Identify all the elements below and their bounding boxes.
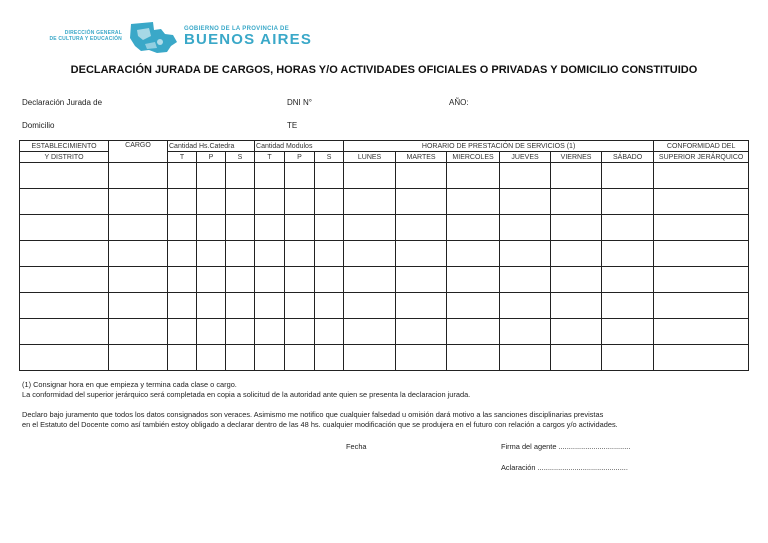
declaration-line-1: Declaro bajo juramento que todos los datos consignados son veraces. Asimismo me notifico que cualquier falsedad u omisión dará motivo a las sanciones disciplinarias previstas (22, 410, 604, 419)
table-cell[interactable] (551, 267, 602, 293)
header-establecimiento: ESTABLECIMIENTO (20, 141, 109, 152)
table-cell[interactable] (447, 345, 500, 371)
table-row (20, 345, 749, 371)
table-cell[interactable] (226, 241, 255, 267)
sub-s: S (226, 152, 255, 163)
table-cell[interactable] (255, 215, 285, 241)
table-cell[interactable] (226, 189, 255, 215)
table-cell[interactable] (197, 189, 226, 215)
table-cell[interactable] (602, 293, 654, 319)
table-cell[interactable] (315, 345, 344, 371)
table-cell[interactable] (344, 189, 396, 215)
table-cell[interactable] (255, 189, 285, 215)
sub-p: P (197, 152, 226, 163)
table-cell[interactable] (344, 293, 396, 319)
header-cargo: CARGO (109, 141, 168, 163)
table-cell[interactable] (551, 293, 602, 319)
table-cell[interactable] (20, 319, 109, 345)
table-cell[interactable] (602, 189, 654, 215)
table-cell[interactable] (197, 345, 226, 371)
logo-gobierno (184, 26, 312, 47)
table-cell[interactable] (315, 319, 344, 345)
table-cell[interactable] (447, 215, 500, 241)
table-cell[interactable] (285, 267, 315, 293)
table-cell[interactable] (255, 293, 285, 319)
table-row (20, 241, 749, 267)
table-cell[interactable] (255, 345, 285, 371)
logo-direccion-general (22, 30, 122, 42)
table-cell[interactable] (109, 189, 168, 215)
table-cell[interactable] (315, 215, 344, 241)
table-cell[interactable] (654, 267, 749, 293)
declaration-table (19, 140, 749, 371)
table-cell[interactable] (197, 319, 226, 345)
firma-label: Firma del agente ................................... (501, 442, 631, 451)
table-cell[interactable] (447, 267, 500, 293)
table-cell[interactable] (315, 241, 344, 267)
table-cell[interactable] (500, 267, 551, 293)
header-cant-mod: Cantidad Modulos (255, 141, 344, 152)
fecha-label: Fecha (346, 442, 367, 451)
sub-t: T (255, 152, 285, 163)
table-cell[interactable] (20, 345, 109, 371)
table-cell[interactable] (396, 293, 447, 319)
table-cell[interactable] (285, 345, 315, 371)
table-cell[interactable] (396, 345, 447, 371)
table-cell[interactable] (654, 293, 749, 319)
table-cell[interactable] (396, 163, 447, 189)
table-cell[interactable] (344, 267, 396, 293)
table-cell[interactable] (20, 241, 109, 267)
table-cell[interactable] (654, 215, 749, 241)
table-cell[interactable] (447, 163, 500, 189)
table-cell[interactable] (500, 241, 551, 267)
dni-label: DNI N° (287, 98, 312, 107)
sub-t: T (168, 152, 197, 163)
table-cell[interactable] (500, 293, 551, 319)
table-cell[interactable] (344, 345, 396, 371)
table-cell[interactable] (226, 345, 255, 371)
declaracion-label: Declaración Jurada de (22, 98, 103, 107)
table-cell[interactable] (500, 345, 551, 371)
header-superior: SUPERIOR JERÁRQUICO (654, 152, 749, 163)
table-cell[interactable] (285, 293, 315, 319)
table-cell[interactable] (255, 267, 285, 293)
table-cell[interactable] (20, 189, 109, 215)
table-cell[interactable] (315, 267, 344, 293)
logo-left-line2: DE CULTURA Y EDUCACIÓN (49, 36, 122, 42)
aclaracion-label: Aclaración ............................................ (501, 463, 628, 472)
header-distrito: Y DISTRITO (20, 152, 109, 163)
sub-p: P (285, 152, 315, 163)
header-conformidad: CONFORMIDAD DEL (654, 141, 749, 152)
table-cell[interactable] (500, 319, 551, 345)
table-cell[interactable] (654, 345, 749, 371)
table-cell[interactable] (168, 241, 197, 267)
footnote-2: La conformidad del superior jerárquico será completada en copia a solicitud de la autoridad ante quien se presenta la declaracion jurada. (22, 389, 471, 399)
table-cell[interactable] (285, 189, 315, 215)
table-cell[interactable] (226, 267, 255, 293)
table-cell[interactable] (602, 319, 654, 345)
table-cell[interactable] (447, 293, 500, 319)
table-cell[interactable] (197, 241, 226, 267)
table-cell[interactable] (500, 189, 551, 215)
table-cell[interactable] (344, 319, 396, 345)
table-cell[interactable] (447, 241, 500, 267)
table-cell[interactable] (226, 215, 255, 241)
table-cell[interactable] (255, 163, 285, 189)
table-cell[interactable] (20, 163, 109, 189)
table-cell[interactable] (654, 319, 749, 345)
table-row (20, 267, 749, 293)
table-cell[interactable] (654, 163, 749, 189)
table-cell[interactable] (168, 345, 197, 371)
table-cell[interactable] (447, 189, 500, 215)
table-cell[interactable] (500, 215, 551, 241)
table-cell[interactable] (602, 163, 654, 189)
table-cell[interactable] (20, 267, 109, 293)
table-cell[interactable] (168, 215, 197, 241)
table-cell[interactable] (551, 345, 602, 371)
table-cell[interactable] (226, 163, 255, 189)
declaration-line-2: en el Estatuto del Docente como así también estoy obligado a declarar dentro de las 48 hs. cualquier modificación que se produjera en el futuro con relación a cargos y/o actividades. (22, 419, 618, 429)
table-cell[interactable] (285, 215, 315, 241)
table-cell[interactable] (551, 241, 602, 267)
table-cell[interactable] (396, 267, 447, 293)
table-cell[interactable] (396, 319, 447, 345)
table-cell[interactable] (602, 241, 654, 267)
day-sabado: SÁBADO (602, 152, 654, 163)
table-cell[interactable] (168, 267, 197, 293)
table-cell[interactable] (109, 215, 168, 241)
te-label: TE (287, 121, 298, 130)
day-martes: MARTES (396, 152, 447, 163)
table-cell[interactable] (109, 163, 168, 189)
table-cell[interactable] (396, 241, 447, 267)
table-cell[interactable] (20, 215, 109, 241)
table-cell[interactable] (109, 241, 168, 267)
table-row (20, 189, 749, 215)
sub-s: S (315, 152, 344, 163)
declaration-text (22, 410, 762, 429)
logo-right-line1: GOBIERNO DE LA PROVINCIA DE (184, 26, 289, 32)
table-cell[interactable] (285, 319, 315, 345)
table-cell[interactable] (654, 241, 749, 267)
table-cell[interactable] (551, 163, 602, 189)
table-cell[interactable] (602, 345, 654, 371)
table-cell[interactable] (315, 189, 344, 215)
table-cell[interactable] (315, 163, 344, 189)
day-lunes: LUNES (344, 152, 396, 163)
header-cant-hs: Cantidad Hs.Catedra (168, 141, 255, 152)
table-cell[interactable] (285, 163, 315, 189)
table-row (20, 319, 749, 345)
table-cell[interactable] (109, 267, 168, 293)
table-cell[interactable] (168, 189, 197, 215)
page-title: DECLARACIÓN JURADA DE CARGOS, HORAS Y/O ACTIVIDADES OFICIALES O PRIVADAS Y DOMICILIO CONSTITUIDO (70, 64, 698, 76)
table-cell[interactable] (396, 215, 447, 241)
table-row (20, 215, 749, 241)
table-cell[interactable] (109, 319, 168, 345)
table-row (20, 163, 749, 189)
table-cell[interactable] (344, 215, 396, 241)
table-cell[interactable] (551, 319, 602, 345)
domicilio-label: Domicilio (22, 121, 55, 130)
table-cell[interactable] (447, 319, 500, 345)
table-cell[interactable] (109, 293, 168, 319)
table-cell[interactable] (285, 241, 315, 267)
table-cell[interactable] (168, 293, 197, 319)
table-cell[interactable] (197, 267, 226, 293)
table-cell[interactable] (109, 345, 168, 371)
logo-left-line1: DIRECCIÓN GENERAL (64, 30, 122, 36)
table-cell[interactable] (344, 241, 396, 267)
table-cell[interactable] (315, 293, 344, 319)
footnote-1: (1) Consignar hora en que empieza y termina cada clase o cargo. (22, 380, 237, 389)
table-cell[interactable] (197, 293, 226, 319)
table-row (20, 293, 749, 319)
table-cell[interactable] (255, 241, 285, 267)
table-cell[interactable] (602, 215, 654, 241)
table-cell[interactable] (20, 293, 109, 319)
province-map-logo-icon (127, 20, 179, 54)
table-cell[interactable] (168, 319, 197, 345)
table-cell[interactable] (226, 319, 255, 345)
table-cell[interactable] (197, 215, 226, 241)
header-horario: HORARIO DE PRESTACIÓN DE SERVICIOS (1) (344, 141, 654, 152)
table-cell[interactable] (500, 163, 551, 189)
day-jueves: JUEVES (500, 152, 551, 163)
table-cell[interactable] (602, 267, 654, 293)
day-miercoles: MIERCOLES (447, 152, 500, 163)
table-cell[interactable] (197, 163, 226, 189)
table-cell[interactable] (551, 215, 602, 241)
footnotes (22, 380, 762, 399)
anio-label: AÑO: (449, 98, 469, 107)
logo-right-line2: BUENOS AIRES (184, 31, 313, 48)
table-cell[interactable] (226, 293, 255, 319)
table-cell[interactable] (344, 163, 396, 189)
table-cell[interactable] (168, 163, 197, 189)
table-cell[interactable] (255, 319, 285, 345)
table-cell[interactable] (654, 189, 749, 215)
table-cell[interactable] (396, 189, 447, 215)
day-viernes: VIERNES (551, 152, 602, 163)
table-cell[interactable] (551, 189, 602, 215)
